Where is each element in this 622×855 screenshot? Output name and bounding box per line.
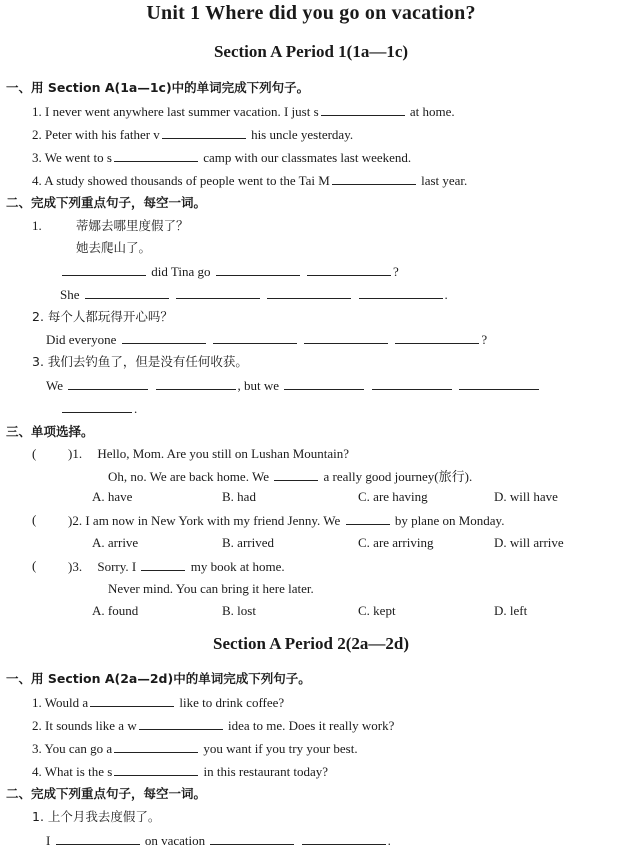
answer-blank[interactable]	[267, 286, 351, 299]
answer-blank[interactable]	[216, 263, 300, 276]
fill-item-text: you want if you try your best.	[200, 741, 358, 756]
fill-item-text: 1. Would a	[32, 695, 89, 710]
answer-blank[interactable]	[304, 331, 388, 344]
mc-q1-line2	[108, 468, 472, 485]
mc-q3-line1	[68, 558, 285, 575]
answer-blank[interactable]	[372, 377, 452, 390]
fill-item-text: idea to me. Does it really work?	[224, 718, 395, 733]
mc-number: )3.	[68, 559, 83, 574]
mc-q1-line1	[68, 446, 349, 462]
mc-option-d[interactable]: D. will have	[494, 489, 558, 504]
fill-item-2	[32, 717, 394, 734]
part1-heading: 一、用 Section A(2a—2d)中的单词完成下列句子。	[6, 671, 311, 686]
section-header-period-1: Section A Period 1(1a—1c)	[213, 42, 409, 61]
mc-option-c[interactable]: C. are arriving	[358, 535, 434, 550]
sentence-text: .	[444, 287, 448, 302]
answer-blank[interactable]	[395, 331, 479, 344]
mc-q2-paren-open: (	[32, 512, 37, 527]
answer-blank[interactable]	[284, 377, 364, 390]
mc-option-b[interactable]: B. lost	[222, 603, 256, 618]
q1-chinese-2: 她去爬山了。	[76, 240, 152, 255]
fill-item-text: 4. What is the s	[32, 764, 113, 779]
fill-item-text: at home.	[406, 104, 455, 119]
fill-item-text: 3. We went to s	[32, 150, 112, 165]
mc-question-text: my book at home.	[190, 559, 285, 574]
q1-chinese-1: 蒂娜去哪里度假了？	[76, 218, 189, 233]
answer-blank[interactable]	[114, 740, 198, 753]
answer-blank[interactable]	[85, 286, 169, 299]
answer-blank[interactable]	[459, 377, 539, 390]
q1-english	[46, 832, 391, 849]
fill-item-text: his uncle yesterday.	[247, 127, 354, 142]
answer-blank[interactable]	[359, 286, 443, 299]
fill-item-3	[32, 149, 411, 166]
part2-heading: 二、完成下列重点句子，每空一词。	[6, 786, 207, 801]
fill-item-text: 3. You can go a	[32, 741, 113, 756]
sentence-text: did Tina go	[151, 264, 211, 279]
fill-item-text: in this restaurant today?	[200, 764, 329, 779]
mc-question-text: Oh, no. We are back home. We	[108, 469, 269, 484]
fill-item-text: camp with our classmates last weekend.	[199, 150, 412, 165]
fill-item-text: 4. A study showed thousands of people went to the Tai M	[32, 173, 330, 188]
answer-blank[interactable]	[114, 149, 198, 162]
mc-option-d[interactable]: D. left	[494, 603, 528, 618]
mc-question-text: a really good journey(旅行).	[323, 469, 473, 484]
fill-item-text: 2. Peter with his father v	[32, 127, 160, 142]
mc-q3-paren-open: (	[32, 558, 37, 573]
answer-blank[interactable]	[274, 468, 318, 481]
mc-q3-line2: Never mind. You can bring it here later.	[108, 581, 314, 596]
q1-english-1	[60, 263, 399, 280]
q3-english	[46, 377, 541, 394]
sentence-text: ?	[481, 332, 488, 347]
answer-blank[interactable]	[332, 172, 416, 185]
q3-chinese: 3. 我们去钓鱼了，但是没有任何收获。	[32, 354, 248, 369]
answer-blank[interactable]	[213, 331, 297, 344]
sentence-text: .	[387, 833, 391, 848]
page-title: Unit 1 Where did you go on vacation?	[146, 2, 476, 24]
mc-option-d[interactable]: D. will arrive	[494, 535, 564, 550]
fill-item-1	[32, 694, 284, 711]
q3-english-cont	[60, 400, 137, 417]
section-header-period-2: Section A Period 2(2a—2d)	[213, 634, 409, 653]
mc-option-c[interactable]: C. are having	[358, 489, 428, 504]
answer-blank[interactable]	[62, 400, 132, 413]
mc-question-text: I am now in New York with my friend Jenny. We	[85, 513, 341, 528]
part3-heading: 三、单项选择。	[6, 424, 94, 439]
answer-blank[interactable]	[210, 832, 294, 845]
part2-heading: 二、完成下列重点句子，每空一词。	[6, 195, 207, 210]
mc-question-text: by plane on Monday.	[394, 513, 505, 528]
fill-item-text: 2. It sounds like a w	[32, 718, 137, 733]
answer-blank[interactable]	[141, 558, 185, 571]
mc-option-a[interactable]: A. arrive	[92, 535, 139, 550]
q1-number: 1.	[32, 218, 42, 233]
answer-blank[interactable]	[56, 832, 140, 845]
part1-heading: 一、用 Section A(1a—1c)中的单词完成下列句子。	[6, 80, 310, 95]
q2-english	[46, 331, 487, 348]
mc-q2-line1	[68, 512, 504, 529]
mc-q1-paren-open: (	[32, 446, 37, 461]
answer-blank[interactable]	[156, 377, 236, 390]
fill-item-4	[32, 763, 328, 780]
answer-blank[interactable]	[321, 103, 405, 116]
fill-item-text: 1. I never went anywhere last summer vacation. I just s	[32, 104, 319, 119]
fill-item-4	[32, 172, 467, 189]
sentence-text: , but we	[237, 378, 280, 393]
mc-number: )1.	[68, 446, 83, 461]
sentence-text: ?	[393, 264, 399, 279]
mc-option-c[interactable]: C. kept	[358, 603, 396, 618]
mc-option-b[interactable]: B. arrived	[222, 535, 274, 550]
sentence-text: on vacation	[144, 833, 206, 848]
mc-option-b[interactable]: B. had	[222, 489, 256, 504]
answer-blank[interactable]	[139, 717, 223, 730]
answer-blank[interactable]	[302, 832, 386, 845]
answer-blank[interactable]	[62, 263, 146, 276]
mc-number: )2.	[68, 513, 83, 528]
fill-item-3	[32, 740, 358, 757]
sentence-text: We	[46, 378, 63, 393]
fill-item-text: last year.	[417, 173, 468, 188]
mc-option-a[interactable]: A. have	[92, 489, 133, 504]
answer-blank[interactable]	[122, 331, 206, 344]
sentence-text: .	[134, 401, 138, 416]
mc-option-a[interactable]: A. found	[92, 603, 139, 618]
answer-blank[interactable]	[307, 263, 391, 276]
q1-chinese: 1. 上个月我去度假了。	[32, 809, 161, 824]
answer-blank[interactable]	[68, 377, 148, 390]
answer-blank[interactable]	[162, 126, 246, 139]
sentence-text: Did everyone	[46, 332, 117, 347]
sentence-text: I	[46, 833, 51, 848]
fill-item-1	[32, 103, 455, 120]
mc-question-text: Hello, Mom. Are you still on Lushan Mountain?	[97, 446, 350, 461]
fill-item-text: like to drink coffee?	[176, 695, 285, 710]
answer-blank[interactable]	[176, 286, 260, 299]
q1-english-2	[60, 286, 448, 303]
sentence-text: She	[60, 287, 80, 302]
answer-blank[interactable]	[114, 763, 198, 776]
fill-item-2	[32, 126, 353, 143]
mc-question-text: Sorry. I	[97, 559, 137, 574]
answer-blank[interactable]	[346, 512, 390, 525]
answer-blank[interactable]	[90, 694, 174, 707]
q2-chinese: 2. 每个人都玩得开心吗？	[32, 309, 173, 324]
